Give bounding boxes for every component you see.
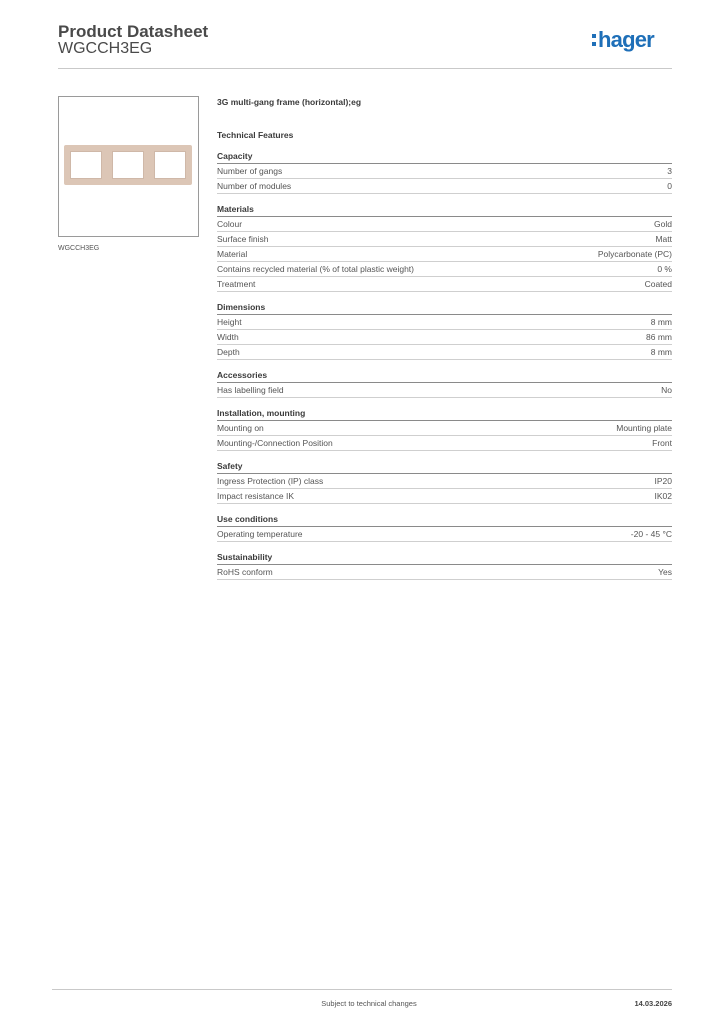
feature-section <box>217 150 672 194</box>
feature-value: 8 mm <box>650 317 672 327</box>
section-heading: Safety <box>217 460 672 474</box>
section-heading: Dimensions <box>217 301 672 315</box>
feature-label: Height <box>217 317 242 327</box>
feature-value: Polycarbonate (PC) <box>597 249 672 259</box>
feature-value: 3 <box>667 166 672 176</box>
three-gang-frame-image <box>64 145 192 185</box>
feature-row <box>217 247 672 262</box>
feature-label: Number of gangs <box>217 166 283 176</box>
feature-section <box>217 369 672 398</box>
feature-value: Coated <box>644 279 672 289</box>
feature-value: Mounting plate <box>616 423 672 433</box>
hager-logo <box>592 28 654 52</box>
feature-row <box>217 277 672 292</box>
section-heading: Sustainability <box>217 551 672 565</box>
feature-section <box>217 551 672 580</box>
feature-label: Has labelling field <box>217 385 284 395</box>
feature-row <box>217 179 672 194</box>
frame-opening <box>112 151 144 179</box>
image-caption: WGCCH3EG <box>58 245 100 252</box>
frame-opening <box>154 151 186 179</box>
section-heading: Capacity <box>217 150 672 164</box>
feature-value: Yes <box>658 567 672 577</box>
feature-row <box>217 474 672 489</box>
feature-label: Number of modules <box>217 181 292 191</box>
feature-value: No <box>661 385 672 395</box>
feature-label: RoHS conform <box>217 567 273 577</box>
feature-label: Width <box>217 332 239 342</box>
feature-row <box>217 527 672 542</box>
feature-section <box>217 203 672 292</box>
feature-value: 8 mm <box>650 347 672 357</box>
section-heading: Materials <box>217 203 672 217</box>
footer-date: 14.03.2026 <box>634 999 672 1008</box>
feature-label: Mounting on <box>217 423 264 433</box>
feature-label: Colour <box>217 219 243 229</box>
feature-label: Material <box>217 249 248 259</box>
feature-label: Impact resistance IK <box>217 491 295 501</box>
feature-section <box>217 513 672 542</box>
feature-value: Front <box>652 438 672 448</box>
product-title: 3G multi-gang frame (horizontal);eg <box>217 97 362 107</box>
logo-colon-icon <box>592 34 596 50</box>
feature-value: IP20 <box>654 476 672 486</box>
feature-row <box>217 217 672 232</box>
feature-row <box>217 232 672 247</box>
feature-sections <box>217 150 672 580</box>
feature-value: Matt <box>655 234 672 244</box>
feature-row <box>217 262 672 277</box>
feature-row <box>217 164 672 179</box>
feature-label: Treatment <box>217 279 256 289</box>
feature-row <box>217 421 672 436</box>
feature-section <box>217 407 672 451</box>
feature-label: Surface finish <box>217 234 269 244</box>
feature-value: 0 <box>667 181 672 191</box>
feature-row <box>217 315 672 330</box>
footer-note: Subject to technical changes <box>321 999 417 1008</box>
feature-section <box>217 460 672 504</box>
feature-label: Operating temperature <box>217 529 303 539</box>
feature-row <box>217 383 672 398</box>
feature-label: Mounting-/Connection Position <box>217 438 333 448</box>
frame-opening <box>70 151 102 179</box>
footer-divider <box>52 989 672 990</box>
feature-row <box>217 330 672 345</box>
feature-label: Contains recycled material (% of total plastic weight) <box>217 264 414 274</box>
feature-section <box>217 301 672 360</box>
feature-label: Depth <box>217 347 240 357</box>
feature-row <box>217 345 672 360</box>
datasheet-content <box>217 96 672 580</box>
feature-value: Gold <box>654 219 672 229</box>
logo-text: hager <box>598 27 654 52</box>
section-heading: Installation, mounting <box>217 407 672 421</box>
header-divider <box>58 68 672 69</box>
feature-value: -20 - 45 °C <box>630 529 672 539</box>
feature-value: 86 mm <box>646 332 672 342</box>
feature-row <box>217 565 672 580</box>
technical-features-heading: Technical Features <box>217 130 294 140</box>
feature-label: Ingress Protection (IP) class <box>217 476 324 486</box>
feature-value: 0 % <box>657 264 672 274</box>
section-heading: Use conditions <box>217 513 672 527</box>
product-code: WGCCH3EG <box>58 40 153 57</box>
feature-row <box>217 436 672 451</box>
feature-value: IK02 <box>654 491 672 501</box>
page-title: Product Datasheet <box>58 22 209 41</box>
product-image <box>58 96 199 237</box>
section-heading: Accessories <box>217 369 672 383</box>
feature-row <box>217 489 672 504</box>
